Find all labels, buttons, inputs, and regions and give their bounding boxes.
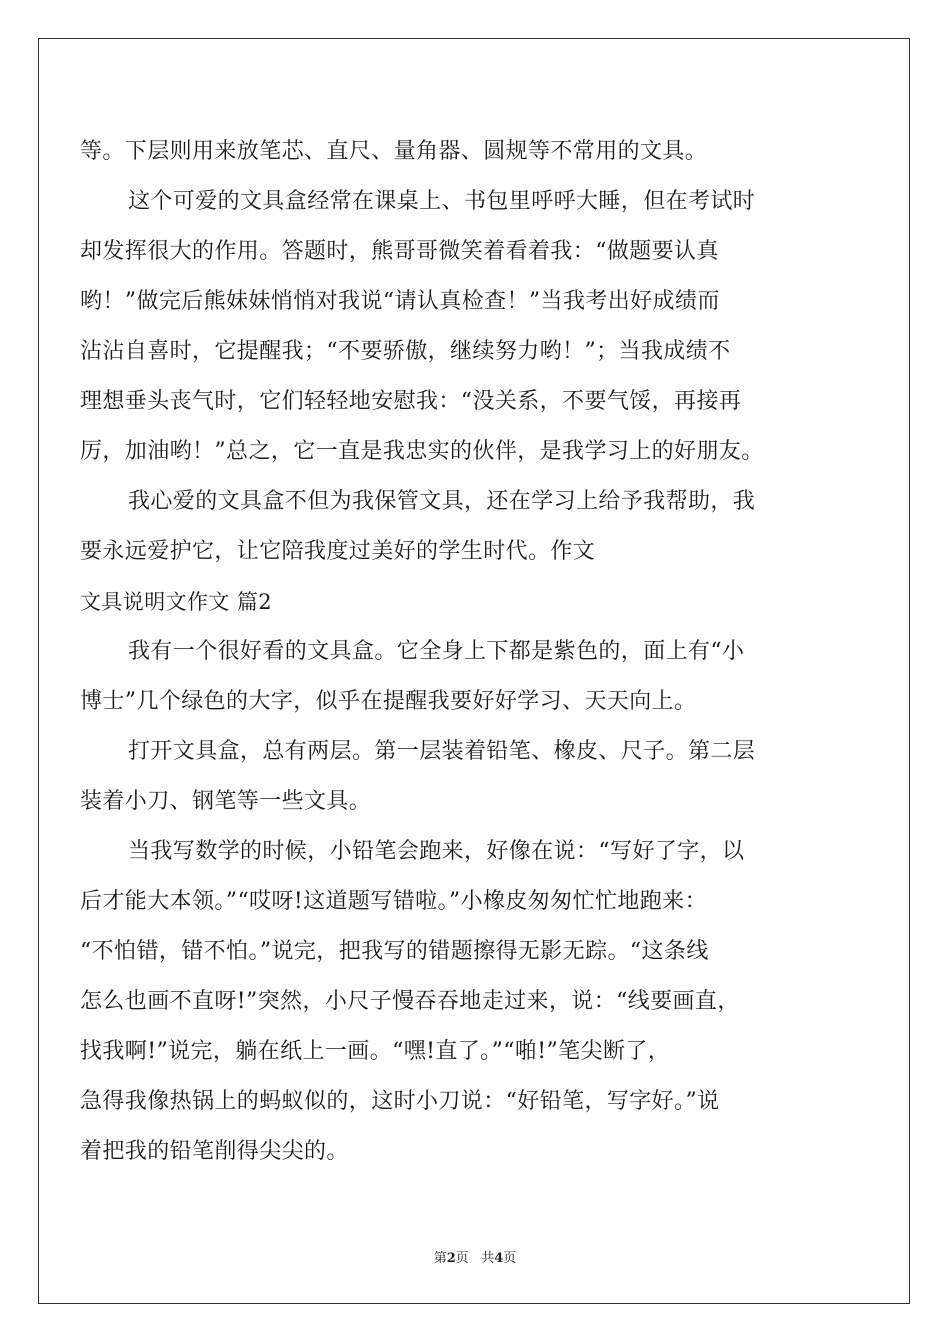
page-suffix: 页 — [455, 1251, 469, 1266]
page-prefix: 第 — [433, 1251, 447, 1266]
text-line: 着把我的铅笔削得尖尖的。 — [80, 1139, 349, 1164]
section-heading: 文具说明文作文 篇2 — [80, 590, 273, 614]
text-line: 厉，加油哟！”总之，它一直是我忠实的伙伴，是我学习上的好朋友。 — [80, 439, 764, 464]
text-line: 哟！”做完后熊妹妹悄悄对我说“请认真检查！”当我考出好成绩而 — [80, 289, 720, 314]
page-footer — [0, 1247, 950, 1266]
text-line: 我有一个很好看的文具盒。它全身上下都是紫色的，面上有“小 — [128, 639, 745, 664]
text-line: 当我写数学的时候，小铅笔会跑来，好像在说：“写好了字，以 — [128, 839, 745, 864]
text-line: 急得我像热锅上的蚂蚁似的，这时小刀说：“好铅笔，写字好。”说 — [80, 1089, 720, 1114]
total-prefix: 共 — [481, 1251, 495, 1266]
text-line: 打开文具盒，总有两层。第一层装着铅笔、橡皮、尺子。第二层 — [128, 739, 756, 764]
text-line: 却发挥很大的作用。答题时，熊哥哥微笑着看着我：“做题要认真 — [80, 239, 719, 264]
text-line: 等。下层则用来放笔芯、直尺、量角器、圆规等不常用的文具。 — [80, 139, 708, 164]
text-line: 理想垂头丧气时，它们轻轻地安慰我：“没关系，不要气馁，再接再 — [80, 389, 742, 414]
text-line: 后才能大本领。”“哎呀!这道题写错啦。”小橡皮匆匆忙忙地跑来： — [80, 889, 707, 914]
text-line: 博士”几个绿色的大字，似乎在提醒我要好好学习、天天向上。 — [80, 689, 697, 714]
document-body — [80, 127, 830, 1177]
text-line: 要永远爱护它，让它陪我度过美好的学生时代。作文 — [80, 539, 596, 564]
total-suffix: 页 — [503, 1251, 517, 1266]
text-line: 这个可爱的文具盒经常在课桌上、书包里呼呼大睡，但在考试时 — [128, 189, 756, 214]
text-line: 找我啊!”说完，躺在纸上一画。“嘿!直了。”“啪!”笔尖断了， — [80, 1039, 671, 1064]
text-line: 我心爱的文具盒不但为我保管文具，还在学习上给予我帮助，我 — [128, 489, 756, 514]
text-line: 怎么也画不直呀!”突然，小尺子慢吞吞地走过来，说：“线要画直， — [80, 989, 740, 1014]
text-line: 沾沾自喜时，它提醒我；“不要骄傲，继续努力哟！”；当我成绩不 — [80, 339, 731, 364]
page-number: 2 — [446, 1251, 456, 1266]
text-line: “不怕错，错不怕。”说完，把我写的错题擦得无影无踪。“这条线 — [80, 939, 709, 964]
text-line: 装着小刀、钢笔等一些文具。 — [80, 789, 372, 814]
total-pages: 4 — [494, 1251, 504, 1266]
